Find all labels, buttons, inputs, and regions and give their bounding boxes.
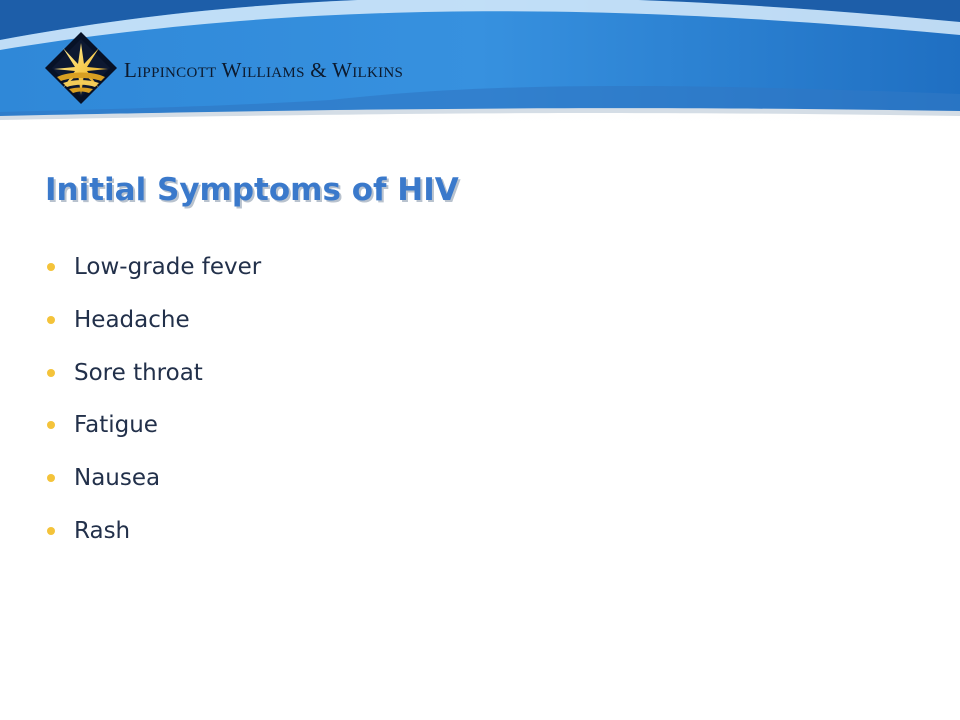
slide-title: Initial Symptoms of HIV bbox=[45, 172, 459, 208]
slide-header-band bbox=[0, 0, 960, 132]
bullet-dot-icon bbox=[47, 369, 55, 377]
bullet-text: Nausea bbox=[74, 465, 161, 492]
bullet-dot-icon bbox=[47, 474, 55, 482]
bullet-item-rash bbox=[45, 510, 261, 563]
bullet-item-headache bbox=[45, 299, 261, 352]
bullet-dot-icon bbox=[47, 316, 55, 324]
bullet-dot-icon bbox=[47, 421, 55, 429]
bullet-text: Rash bbox=[74, 517, 131, 544]
bullet-text: Low-grade fever bbox=[74, 254, 262, 280]
starburst-diamond-icon bbox=[44, 31, 118, 105]
bullet-dot-icon bbox=[47, 263, 55, 271]
bullet-dot-icon bbox=[47, 527, 55, 535]
publisher-logo-text: Lippincott Williams & Wilkins bbox=[124, 58, 404, 82]
bullet-item-sore-throat bbox=[45, 352, 261, 405]
bullet-text: Sore throat bbox=[74, 359, 203, 386]
bullet-item-fatigue bbox=[45, 404, 261, 457]
symptom-bullet-list bbox=[45, 246, 261, 563]
bullet-text: Fatigue bbox=[74, 412, 158, 439]
bullet-item-nausea bbox=[45, 457, 261, 510]
bullet-text: Headache bbox=[74, 306, 190, 333]
bullet-item-low-grade-fever bbox=[45, 246, 261, 299]
